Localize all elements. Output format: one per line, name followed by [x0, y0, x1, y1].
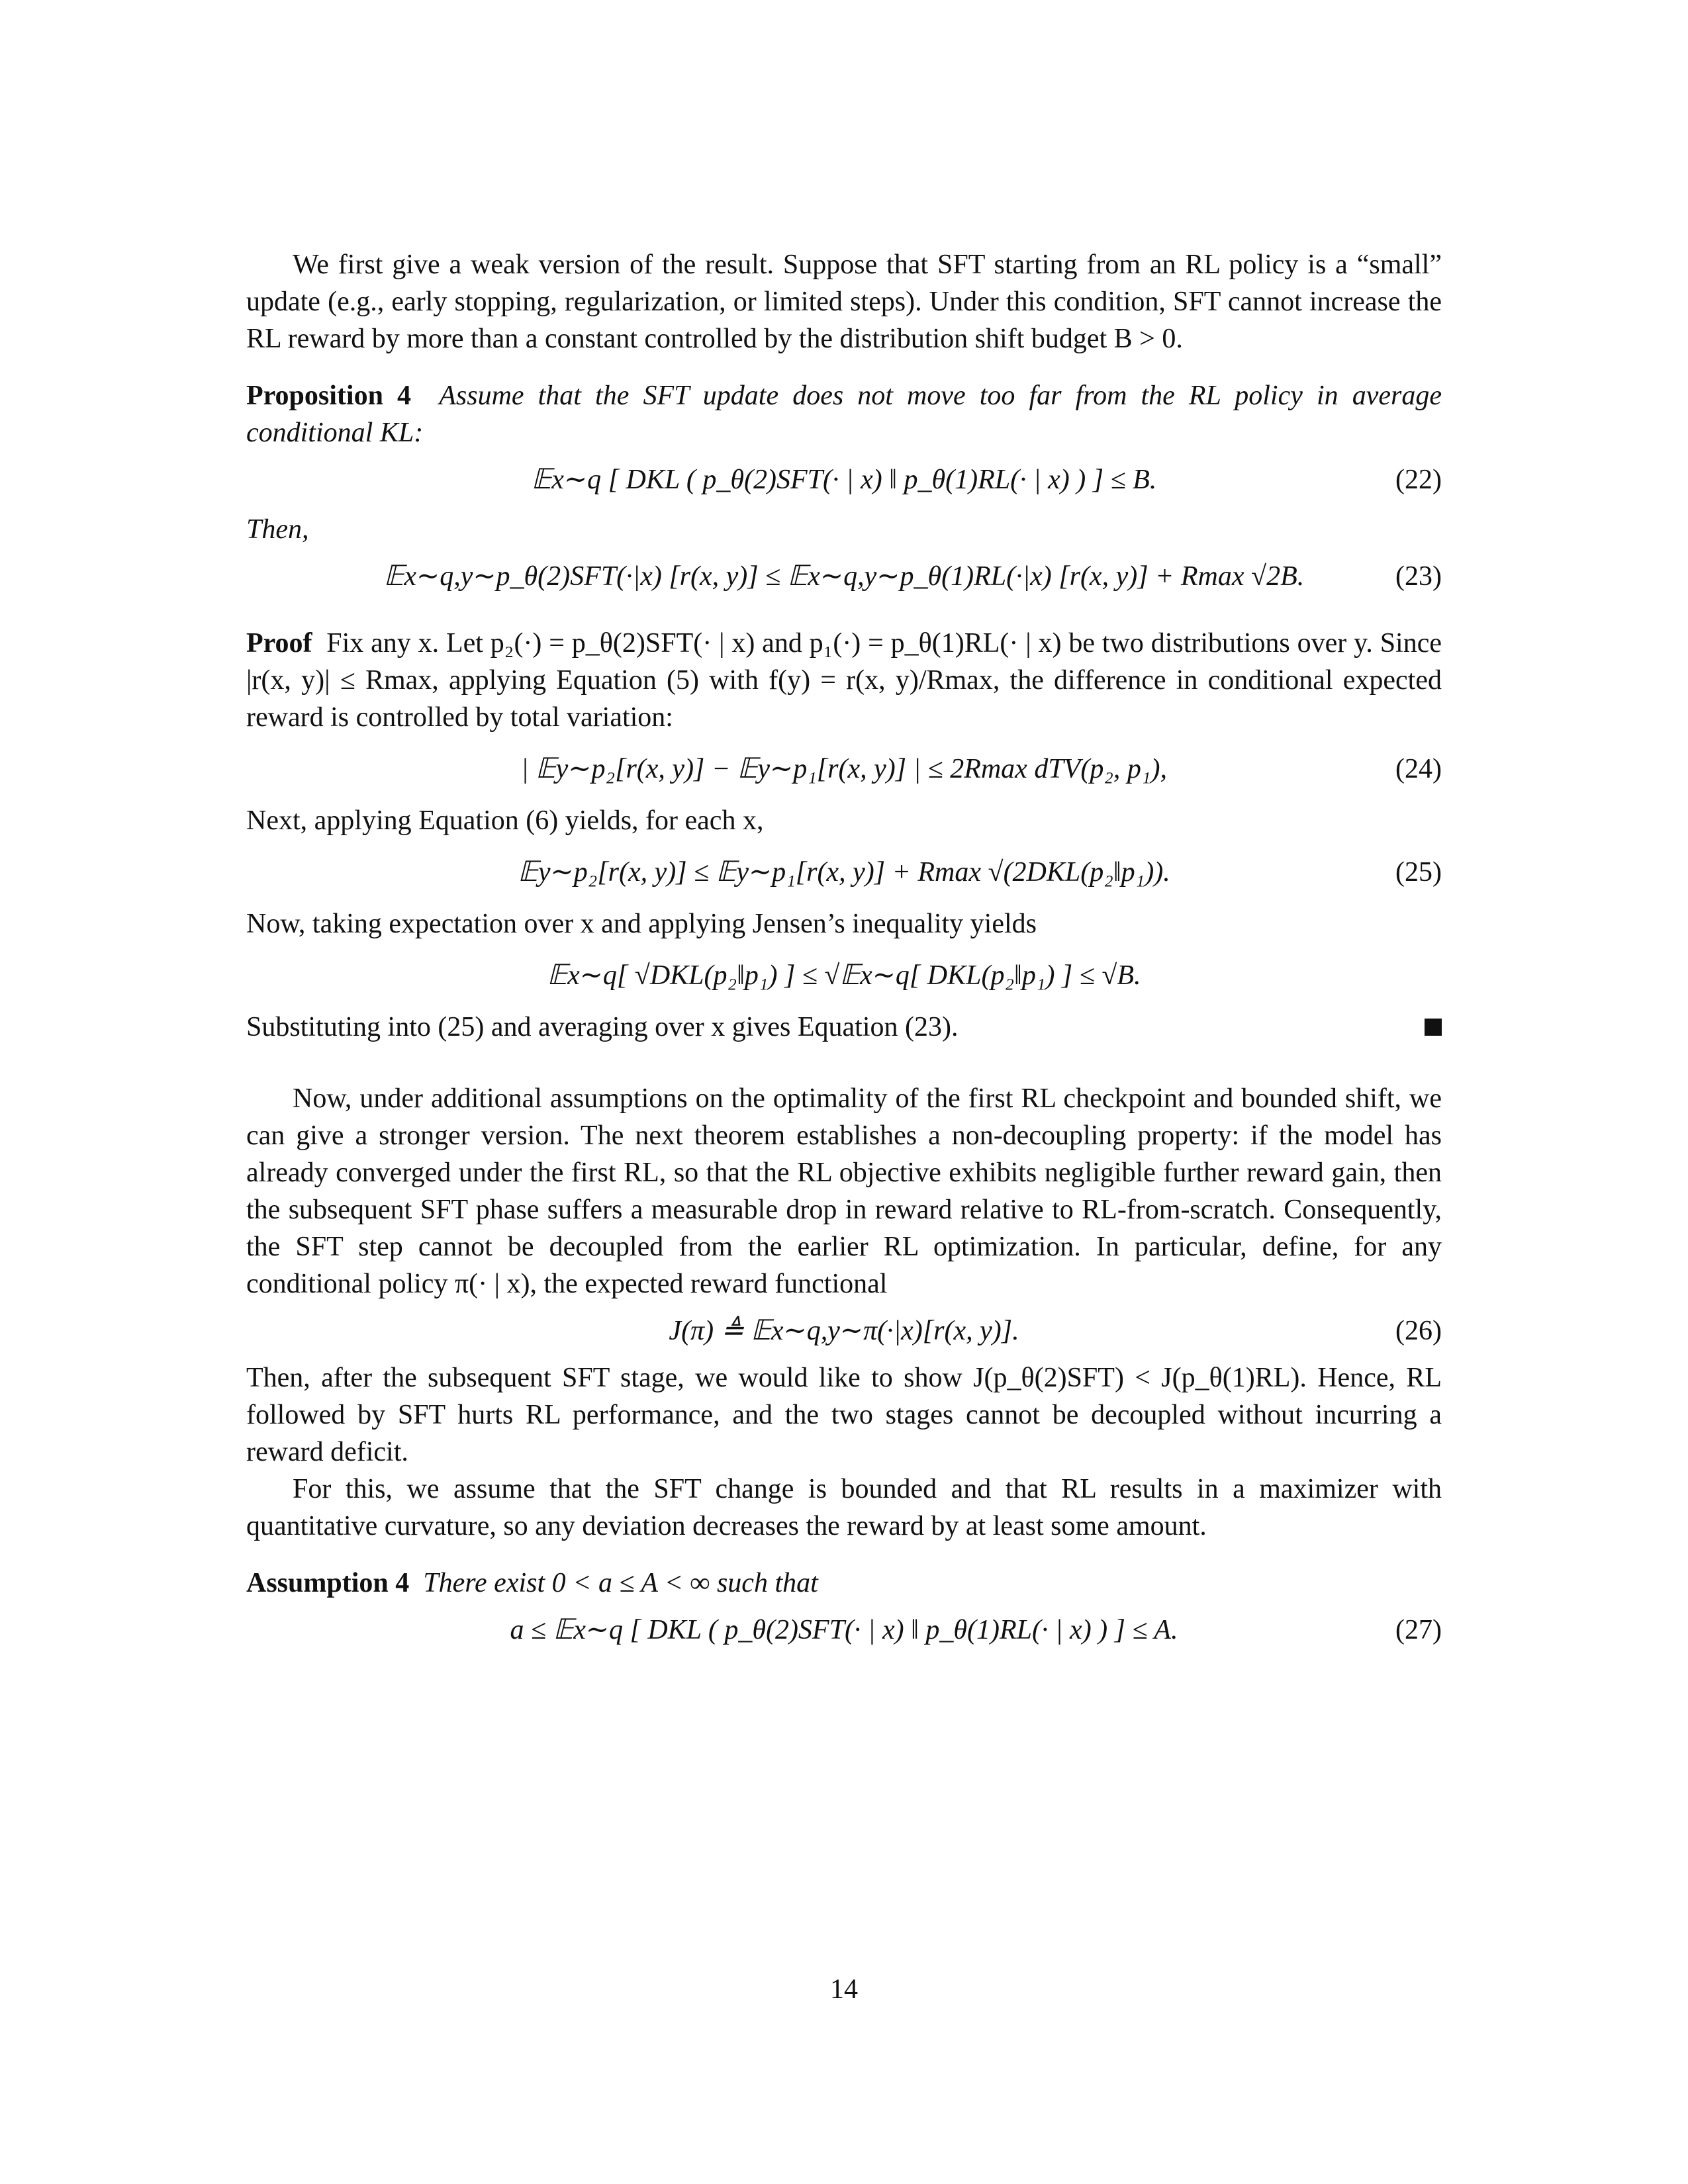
curvature-paragraph: For this, we assume that the SFT change is bounded and that RL results in a maximizer with quantitative curvature, so any deviation decreases the reward by at least some amount. — [246, 1474, 1442, 1541]
equation-26 — [246, 1302, 1442, 1359]
equation-27-number: (27) — [1395, 1615, 1442, 1645]
equation-22-body: 𝔼x∼q [ DKL ( p_θ(2)SFT(· | x) ‖ p_θ(1)RL(· | x) ) ] ≤ B. — [531, 465, 1157, 495]
equation-27-body: a ≤ 𝔼x∼q [ DKL ( p_θ(2)SFT(· | x) ‖ p_θ(1)RL(· | x) ) ] ≤ A. — [510, 1615, 1178, 1645]
equation-25 — [246, 839, 1442, 905]
equation-jensen — [246, 942, 1442, 1009]
proposition-label: Proposition 4 — [246, 381, 412, 411]
stronger-version-paragraph: Now, under additional assumptions on the optimality of the first RL checkpoint and bounded shift, we can give a stronger version. The next theorem establishes a non-decoupling property: if the model has already converged under the first RL, so that the RL objective exhibits negligible further reward gain, then the subsequent SFT phase suffers a measurable drop in reward relative to RL-from-scratch. Consequently, the SFT step cannot be decoupled from the earlier RL optimization. In particular, define, for any conditional policy π(· | x), the expected reward functional — [246, 1083, 1442, 1299]
equation-24 — [246, 736, 1442, 802]
proof-label: Proof — [246, 628, 312, 659]
jensen-paragraph: Now, taking expectation over x and applying Jensen’s inequality yields — [246, 909, 1037, 939]
equation-26-number: (26) — [1395, 1316, 1442, 1346]
substitution-line — [246, 1009, 1442, 1046]
proposition-block — [246, 377, 1442, 451]
equation-23-number: (23) — [1395, 561, 1442, 592]
then-after-paragraph: Then, after the subsequent SFT stage, we would like to show J(p_θ(2)SFT) < J(p_θ(1)RL). Hence, RL followed by SFT hurts RL performance, and the two stages cannot be decoupled without incurring a reward deficit. — [246, 1363, 1442, 1467]
next-paragraph: Next, applying Equation (6) yields, for each x, — [246, 805, 764, 836]
intro-paragraph: We first give a weak version of the result. Suppose that SFT starting from an RL policy is a “small” update (e.g., early stopping, regularization, or limited steps). Under this condition, SFT cannot increase the RL reward by more than a constant controlled by the distribution shift budget B > 0. — [246, 250, 1442, 354]
equation-23-body: 𝔼x∼q,y∼p_θ(2)SFT(·|x) [r(x, y)] ≤ 𝔼x∼q,y∼p_θ(1)RL(·|x) [r(x, y)] + Rmax √2B. — [383, 561, 1305, 592]
assumption-label: Assumption 4 — [246, 1568, 410, 1598]
equation-27 — [246, 1602, 1442, 1659]
qed-square-icon — [1425, 1019, 1442, 1036]
equation-22-number: (22) — [1395, 465, 1442, 495]
assumption-block — [246, 1565, 1442, 1602]
equation-22 — [246, 451, 1442, 508]
equation-jensen-body: 𝔼x∼q[ √DKL(p₂‖p₁) ] ≤ √𝔼x∼q[ DKL(p₂‖p₁) ] ≤ √B. — [547, 960, 1141, 991]
then-label: Then, — [246, 514, 309, 545]
equation-25-body: 𝔼y∼p₂[r(x, y)] ≤ 𝔼y∼p₁[r(x, y)] + Rmax √(2DKL(p₂‖p₁)). — [518, 857, 1170, 887]
proof-block — [246, 625, 1442, 736]
substitution-text: Substituting into (25) and averaging over x gives Equation (23). — [246, 1012, 959, 1042]
equation-24-number: (24) — [1395, 754, 1442, 784]
assumption-text: There exist 0 < a ≤ A < ∞ such that — [423, 1568, 818, 1598]
equation-25-number: (25) — [1395, 857, 1442, 887]
paper-page — [246, 246, 1442, 1659]
proof-text: Fix any x. Let p₂(·) = p_θ(2)SFT(· | x) and p₁(·) = p_θ(1)RL(· | x) be two distributions over y. Since |r(x, y)| ≤ Rmax, applying Equation (5) with f(y) = r(x, y)/Rmax, the difference in conditional expected reward is controlled by total variation: — [246, 628, 1442, 733]
equation-23 — [246, 548, 1442, 605]
page-number: 14 — [830, 1974, 858, 2005]
equation-26-body: J(π) ≜ 𝔼x∼q,y∼π(·|x)[r(x, y)]. — [669, 1316, 1019, 1346]
equation-24-body: | 𝔼y∼p₂[r(x, y)] − 𝔼y∼p₁[r(x, y)] | ≤ 2Rmax dTV(p₂, p₁), — [520, 754, 1168, 784]
proposition-text: Assume that the SFT update does not move too far from the RL policy in average conditional KL: — [246, 381, 1442, 448]
